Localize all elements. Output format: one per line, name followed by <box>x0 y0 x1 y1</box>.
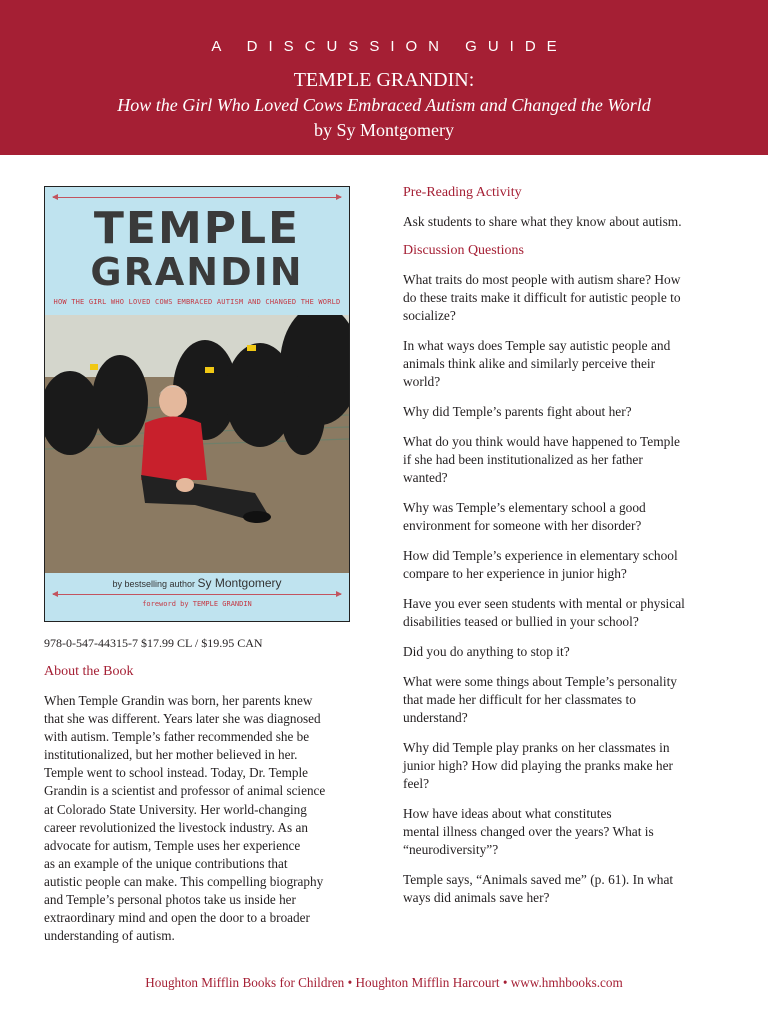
about-paragraph <box>44 692 374 945</box>
question-line: Did you do anything to stop it? <box>403 644 570 659</box>
question-line: mental illness changed over the years? What is <box>403 824 654 839</box>
about-line: institutionalized, but her mother believed in her. <box>44 747 298 763</box>
discussion-question <box>403 805 733 859</box>
book-subtitle: How the Girl Who Loved Cows Embraced Autism and Changed the World <box>117 95 651 115</box>
pre-reading-text: Ask students to share what they know about autism. <box>403 214 682 229</box>
about-line: at Colorado State University. Her world-changing <box>44 801 307 817</box>
about-line: When Temple Grandin was born, her parents knew <box>44 693 313 708</box>
question-line: disabilities teased or bullied in your school? <box>403 614 639 629</box>
question-line: What traits do most people with autism share? How <box>403 272 681 287</box>
discussion-question <box>403 673 733 727</box>
about-line: advocate for autism, Temple uses her experience <box>44 837 301 853</box>
discussion-question <box>403 499 733 535</box>
question-line: feel? <box>403 776 430 791</box>
about-line: as an example of the unique contributions that <box>44 855 288 871</box>
discussion-question <box>403 337 733 391</box>
cover-subtitle: HOW THE GIRL WHO LOVED COWS EMBRACED AUTISM AND CHANGED THE WORLD <box>53 298 341 306</box>
cover-byline <box>45 576 349 590</box>
about-line: Temple went to school instead. Today, Dr. Temple <box>44 765 308 781</box>
about-line: Grandin is a scientist and professor of animal science <box>44 783 326 799</box>
question-line: What do you think would have happened to Temple <box>403 434 680 449</box>
about-line: autistic people can make. This compelling biography <box>44 873 324 889</box>
pre-reading-heading: Pre-Reading Activity <box>403 185 522 200</box>
discussion-question <box>403 433 733 487</box>
discussion-question <box>403 271 733 325</box>
discussion-question <box>403 595 733 631</box>
book-title: TEMPLE GRANDIN: <box>293 69 475 91</box>
question-line: Temple says, “Animals saved me” (p. 61). In what <box>403 872 674 887</box>
about-line: that she was different. Years later she was diagnosed <box>44 711 321 727</box>
question-line: Why was Temple’s elementary school a good <box>403 500 646 515</box>
question-line: In what ways does Temple say autistic people and <box>403 338 671 353</box>
cover-arrow-top <box>53 197 341 198</box>
cover-byline-name: Sy Montgomery <box>197 576 282 590</box>
question-line: junior high? How did playing the pranks make her <box>403 758 673 773</box>
about-line: with autism. Temple’s father recommended she be <box>44 729 310 745</box>
discussion-question <box>403 403 733 421</box>
question-line: How have ideas about what constitutes <box>403 806 612 821</box>
question-line: What were some things about Temple’s personality <box>403 674 678 689</box>
question-line: environment for someone with her disorder? <box>403 518 642 533</box>
question-list <box>403 271 733 907</box>
right-column <box>403 184 733 919</box>
question-line: Why did Temple play pranks on her classmates in <box>403 740 670 755</box>
book-author: by Sy Montgomery <box>313 120 454 140</box>
question-line: Have you ever seen students with mental or physical <box>403 596 685 611</box>
question-line: compare to her experience in junior high? <box>403 566 627 581</box>
question-line: world? <box>403 374 441 389</box>
discussion-question <box>403 871 733 907</box>
question-line: animals think alike and similarly perceive their <box>403 356 656 371</box>
header-banner <box>0 0 768 155</box>
about-heading: About the Book <box>44 664 134 679</box>
cover-photo <box>45 315 349 573</box>
about-line: and Temple’s personal photos take us inside her <box>44 892 296 908</box>
isbn-price: 978-0-547-44315-7 $17.99 CL / $19.95 CAN <box>44 636 263 650</box>
discussion-question <box>403 547 733 583</box>
cover-foreword: foreword by TEMPLE GRANDIN <box>142 600 252 608</box>
question-line: Why did Temple’s parents fight about her? <box>403 404 632 419</box>
question-line: if she had been institutionalized as her father <box>403 452 643 467</box>
cover-title-line2: GRANDIN <box>90 250 304 294</box>
discussion-heading: Discussion Questions <box>403 243 524 258</box>
question-line: understand? <box>403 710 468 725</box>
question-line: wanted? <box>403 470 448 485</box>
about-line: extraordinary mind and open the door to a broader <box>44 910 310 926</box>
question-line: “neurodiversity”? <box>403 842 499 857</box>
question-line: socialize? <box>403 308 456 323</box>
cover-arrow-bottom <box>53 594 341 595</box>
footer-publisher: Houghton Mifflin Books for Children • Houghton Mifflin Harcourt • www.hmhbooks.com <box>145 975 623 990</box>
question-line: do these traits make it difficult for autistic people to <box>403 290 681 305</box>
book-cover-image <box>44 186 350 622</box>
about-line: career revolutionized the livestock industry. As an <box>44 819 308 835</box>
discussion-question <box>403 643 733 661</box>
discussion-question <box>403 739 733 793</box>
question-line: that made her difficult for her classmates to <box>403 692 636 707</box>
question-line: How did Temple’s experience in elementary school <box>403 548 678 563</box>
cover-title-line1: TEMPLE <box>93 203 301 254</box>
guide-kicker: A DISCUSSION GUIDE <box>211 38 568 55</box>
question-line: ways did animals save her? <box>403 890 550 905</box>
about-line: understanding of autism. <box>44 928 175 944</box>
cover-byline-prefix: by bestselling author <box>112 579 195 589</box>
